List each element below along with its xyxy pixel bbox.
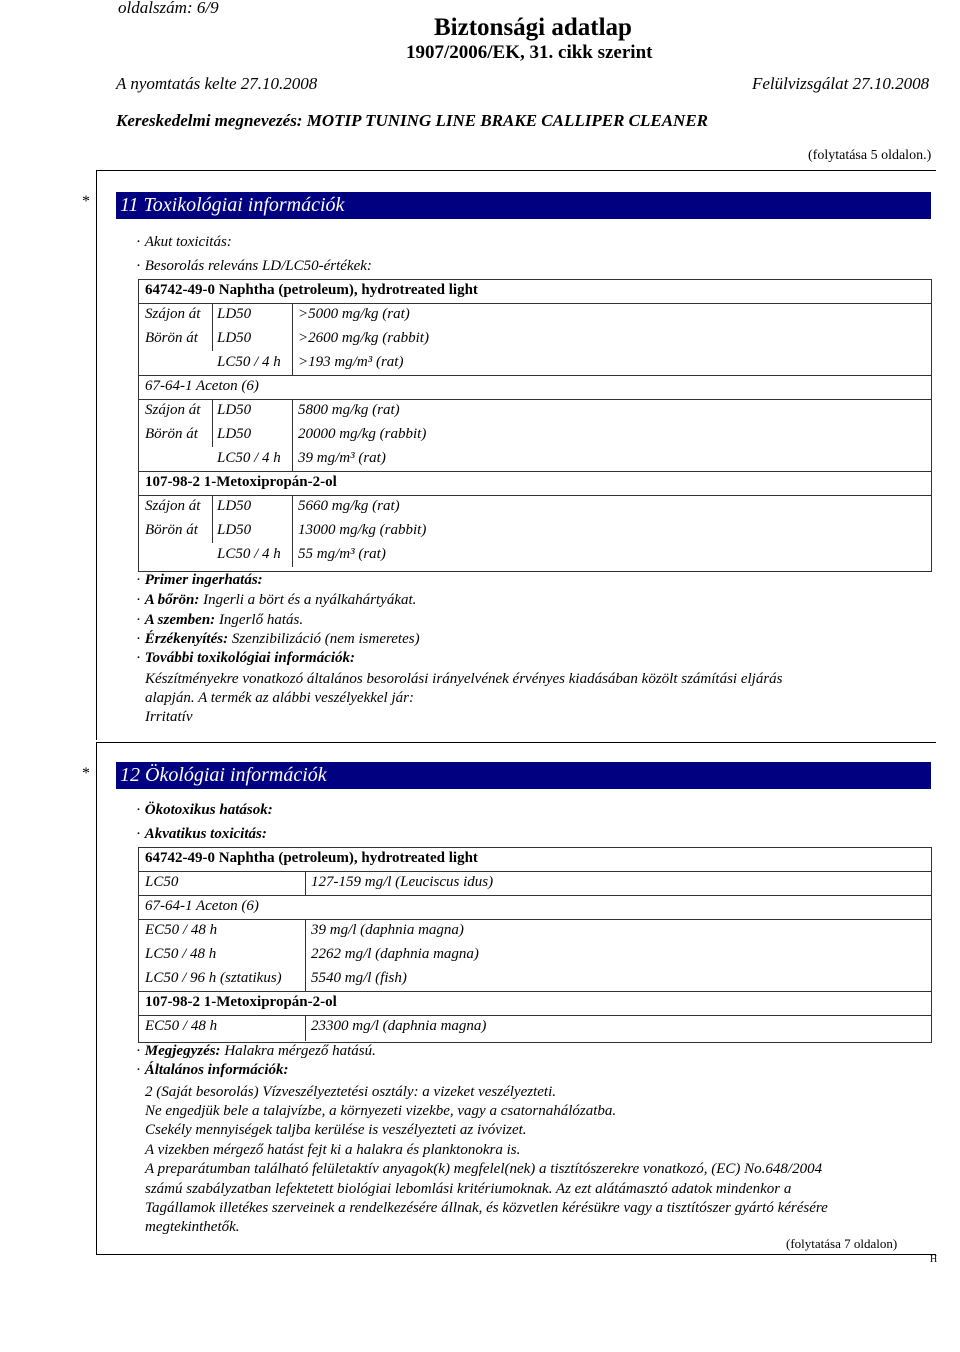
- footer-divider: [96, 1254, 936, 1255]
- tox-value: 55 mg/m³ (rat): [298, 546, 386, 562]
- eco-value: 127-159 mg/l (Leuciscus idus): [311, 874, 494, 890]
- acute-toxicity-label: · Akut toxicitás:: [136, 234, 232, 250]
- eco-col-line: [305, 871, 306, 895]
- primary-irritation-label: · Primer ingerhatás:: [136, 572, 263, 588]
- eco-type: LC50: [145, 874, 179, 890]
- document-title: Biztonsági adatlap: [434, 14, 632, 41]
- eco-col-line: [305, 919, 306, 991]
- tox-route: Szájon át: [145, 306, 201, 322]
- tox-route: Börön át: [145, 522, 198, 538]
- tox-route: Szájon át: [145, 402, 201, 418]
- tox-type: LD50: [217, 402, 252, 418]
- eco-type: EC50 / 48 h: [145, 1018, 218, 1034]
- eco-substance-name: 67-64-1 Aceton (6): [145, 898, 259, 914]
- section-11-title: 11 Toxikológiai információk: [116, 192, 931, 219]
- section-divider: [96, 742, 936, 743]
- further-tox-text-line: alapján. A termék az alábbi veszélyekkel jár:: [145, 690, 414, 706]
- tox-table-divider: [138, 375, 931, 376]
- general-info-line: megtekinthetők.: [145, 1219, 240, 1235]
- tox-table-divider: [138, 495, 931, 496]
- tox-route: Börön át: [145, 426, 198, 442]
- tox-route: Szájon át: [145, 498, 201, 514]
- general-info-label: · Általános információk:: [136, 1062, 289, 1078]
- tox-table-divider: [138, 303, 931, 304]
- revision-date: Felülvizsgálat 27.10.2008: [752, 74, 930, 93]
- aquatic-toxicity-label: · Akvatikus toxicitás:: [136, 826, 267, 842]
- tox-type: LC50 / 4 h: [217, 450, 281, 466]
- tox-value: 13000 mg/kg (rabbit): [298, 522, 427, 538]
- tox-col-line: [292, 303, 293, 375]
- further-tox-text-line: Készítményekre vonatkozó általános besorolási irányelvének érvényes kiadásában közölt számítási eljárás: [145, 671, 783, 687]
- footer-mark: H: [930, 1254, 938, 1265]
- tox-value: 39 mg/m³ (rat): [298, 450, 386, 466]
- eco-substance-name: 64742-49-0 Naphtha (petroleum), hydrotreated light: [145, 850, 478, 866]
- tox-type: LC50 / 4 h: [217, 354, 281, 370]
- general-info-line: Tagállamok illetékes szerveinek a rendelkezésére állnak, és közvetlen kérésükre vagy a tisztítószer gyártó kérésére: [145, 1200, 828, 1216]
- skin-effect: · A bőrön: Ingerli a bört és a nyálkahártyákat.: [136, 592, 417, 608]
- tox-col-line: [212, 303, 213, 351]
- eye-effect: · A szemben: Ingerlő hatás.: [136, 612, 304, 628]
- general-info-line: 2 (Saját besorolás) Vízveszélyeztetési osztály: a vizeket veszélyezteti.: [145, 1084, 556, 1100]
- general-info-line: A vizekben mérgező hatást fejt ki a halakra és planktonokra is.: [145, 1142, 521, 1158]
- tox-substance-name: 107-98-2 1-Metoxipropán-2-ol: [145, 474, 337, 490]
- tox-value: 5660 mg/kg (rat): [298, 498, 400, 514]
- general-info-line: Csekély mennyiségek taljba kerülése is veszélyezteti az ivóvizet.: [145, 1122, 527, 1138]
- eco-type: LC50 / 96 h (sztatikus): [145, 970, 282, 986]
- eco-table-divider: [138, 919, 931, 920]
- tox-col-line: [292, 399, 293, 471]
- section-12-change-marker: *: [82, 765, 90, 782]
- eco-table-divider: [138, 991, 931, 992]
- general-info-line: A preparátumban található felületaktív anyagok(k) megfelel(nek) a tisztítószerekre vonatkozó, (EC) No.648/2004: [145, 1161, 823, 1177]
- eco-value: 2262 mg/l (daphnia magna): [311, 946, 479, 962]
- tox-type: LD50: [217, 522, 252, 538]
- eco-table-divider: [138, 1015, 931, 1016]
- tox-type: LD50: [217, 330, 252, 346]
- tox-col-line: [212, 495, 213, 543]
- eco-value: 23300 mg/l (daphnia magna): [311, 1018, 487, 1034]
- tox-substance-name: 64742-49-0 Naphtha (petroleum), hydrotreated light: [145, 282, 478, 298]
- eco-col-line: [305, 1015, 306, 1041]
- tox-value: >5000 mg/kg (rat): [298, 306, 410, 322]
- tox-table-divider: [138, 471, 931, 472]
- tox-table: [138, 279, 932, 572]
- further-tox-label: · További toxikológiai információk:: [136, 650, 356, 666]
- document-subtitle: 1907/2006/EK, 31. cikk szerint: [406, 42, 653, 63]
- section-12-title: 12 Ökológiai információk: [116, 762, 931, 789]
- eco-type: EC50 / 48 h: [145, 922, 218, 938]
- section-11-change-marker: *: [82, 193, 90, 210]
- tox-col-line: [292, 495, 293, 567]
- continued-from: (folytatása 5 oldalon.): [808, 148, 932, 163]
- general-info-line: Ne engedjük bele a talajvízbe, a környezeti vizekbe, vagy a csatornahálózatba.: [145, 1103, 617, 1119]
- header-divider: [96, 170, 936, 171]
- tox-value: 20000 mg/kg (rabbit): [298, 426, 427, 442]
- eco-value: 39 mg/l (daphnia magna): [311, 922, 464, 938]
- page-number: oldalszám: 6/9: [118, 0, 219, 17]
- tox-type: LC50 / 4 h: [217, 546, 281, 562]
- continued-to: (folytatása 7 oldalon): [786, 1236, 898, 1251]
- tox-type: LD50: [217, 306, 252, 322]
- tox-substance-name: 67-64-1 Aceton (6): [145, 378, 259, 394]
- tox-value: >193 mg/m³ (rat): [298, 354, 404, 370]
- tox-value: 5800 mg/kg (rat): [298, 402, 400, 418]
- tox-type: LD50: [217, 426, 252, 442]
- print-date: A nyomtatás kelte 27.10.2008: [116, 74, 318, 93]
- eco-table-divider: [138, 871, 931, 872]
- eco-type: LC50 / 48 h: [145, 946, 217, 962]
- trade-name: Kereskedelmi megnevezés: MOTIP TUNING LINE BRAKE CALLIPER CLEANER: [116, 111, 709, 130]
- section-11-left-rule: [96, 170, 97, 740]
- tox-table-divider: [138, 399, 931, 400]
- tox-value: >2600 mg/kg (rabbit): [298, 330, 429, 346]
- tox-col-line: [212, 399, 213, 447]
- section-12-left-rule: [96, 742, 97, 1254]
- eco-table: [138, 847, 932, 1043]
- eco-substance-name: 107-98-2 1-Metoxipropán-2-ol: [145, 994, 337, 1010]
- sensitization: · Érzékenyítés: Szenzibilizáció (nem ismeretes): [136, 631, 420, 647]
- eco-value: 5540 mg/l (fish): [311, 970, 407, 986]
- remark: · Megjegyzés: Halakra mérgező hatású.: [136, 1043, 376, 1059]
- classification-label: · Besorolás releváns LD/LC50-értékek:: [136, 258, 372, 274]
- ecotox-label: · Ökotoxikus hatások:: [136, 802, 273, 818]
- further-tox-text-line: Irritatív: [145, 709, 193, 725]
- eco-table-divider: [138, 895, 931, 896]
- general-info-line: számú szabályzatban lefektetett biológiai lebomlási kritériumoknak. Az ezt alátámasztó adatok mindenkor a: [145, 1181, 792, 1197]
- tox-route: Börön át: [145, 330, 198, 346]
- tox-type: LD50: [217, 498, 252, 514]
